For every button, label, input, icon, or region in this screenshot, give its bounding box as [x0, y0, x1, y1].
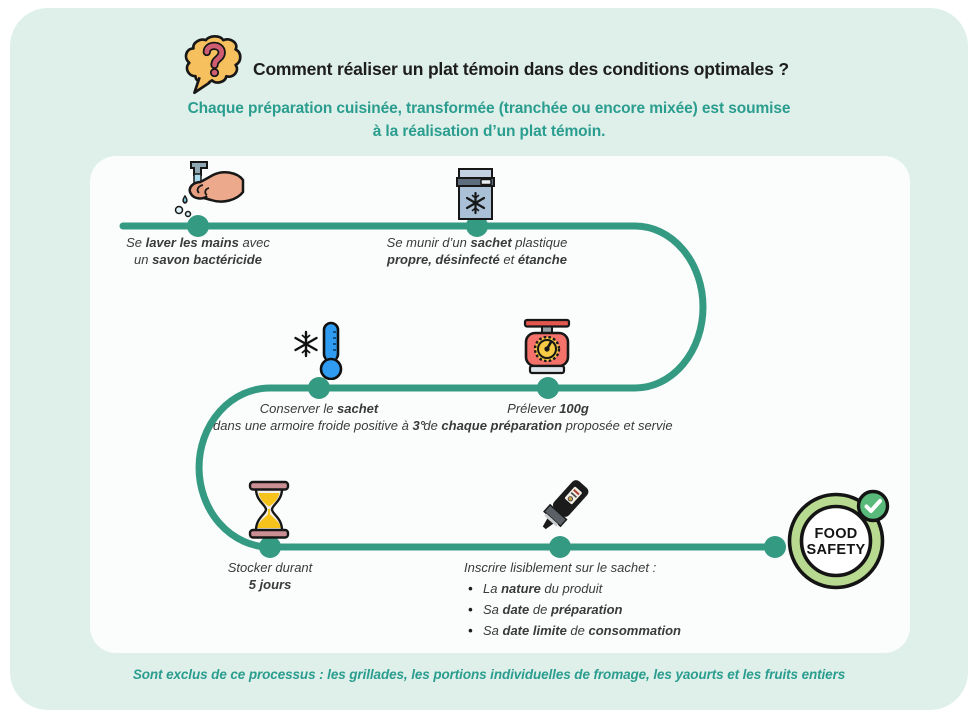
step-caption-cold-storage: Conserver le sachet dans une armoire froide positive à 3°	[213, 401, 425, 433]
step-caption-weigh-sample: Prélever 100g de chaque préparation proposée et servie	[423, 401, 673, 433]
subtitle-line-1: Chaque préparation cuisinée, transformée (tranchée ou encore mixée) est soumise	[187, 100, 791, 117]
process-panel	[90, 156, 910, 653]
step-caption-store-duration: Stocker durant 5 jours	[227, 560, 313, 592]
footer-note: Sont exclus de ce processus : les grillades, les portions individuelles de fromage, les yaourts et les fruits entiers	[132, 667, 846, 682]
step-node-weigh-sample	[537, 377, 559, 399]
badge-text-food: FOOD	[814, 526, 858, 542]
step-caption-wash-hands: Se laver les mains avec un savon bactéricide	[126, 235, 270, 267]
food-safety-badge	[786, 487, 890, 591]
question-speech-bubble-icon	[183, 34, 245, 102]
process-path-line	[123, 226, 775, 547]
kitchen-scale-icon	[521, 318, 573, 376]
check-icon	[859, 492, 888, 521]
step-caption-label-bag: Inscrire lisiblement sur le sachet : • La nature du produit • Sa date de préparation • Sa date limite de consommation	[464, 559, 764, 640]
hourglass-icon	[246, 480, 292, 540]
snowflake-glyph	[296, 332, 317, 356]
freezer-bag-icon	[452, 167, 500, 223]
page-title: Comment réaliser un plat témoin dans des conditions optimales ?	[253, 59, 789, 79]
mint-background	[10, 8, 968, 710]
subtitle	[10, 98, 968, 143]
step-node-cold-storage	[308, 377, 330, 399]
step-node-end	[764, 536, 786, 558]
thermometer-snowflake-icon	[291, 320, 347, 380]
step-caption-plastic-bag: Se munir d’un sachet plastique propre, désinfecté et étanche	[386, 235, 568, 267]
subtitle-line-2: à la réalisation d’un plat témoin.	[372, 122, 606, 140]
hand-washing-icon	[167, 160, 247, 222]
marker-icon	[531, 477, 595, 541]
badge-text-safety: SAFETY	[806, 542, 866, 558]
